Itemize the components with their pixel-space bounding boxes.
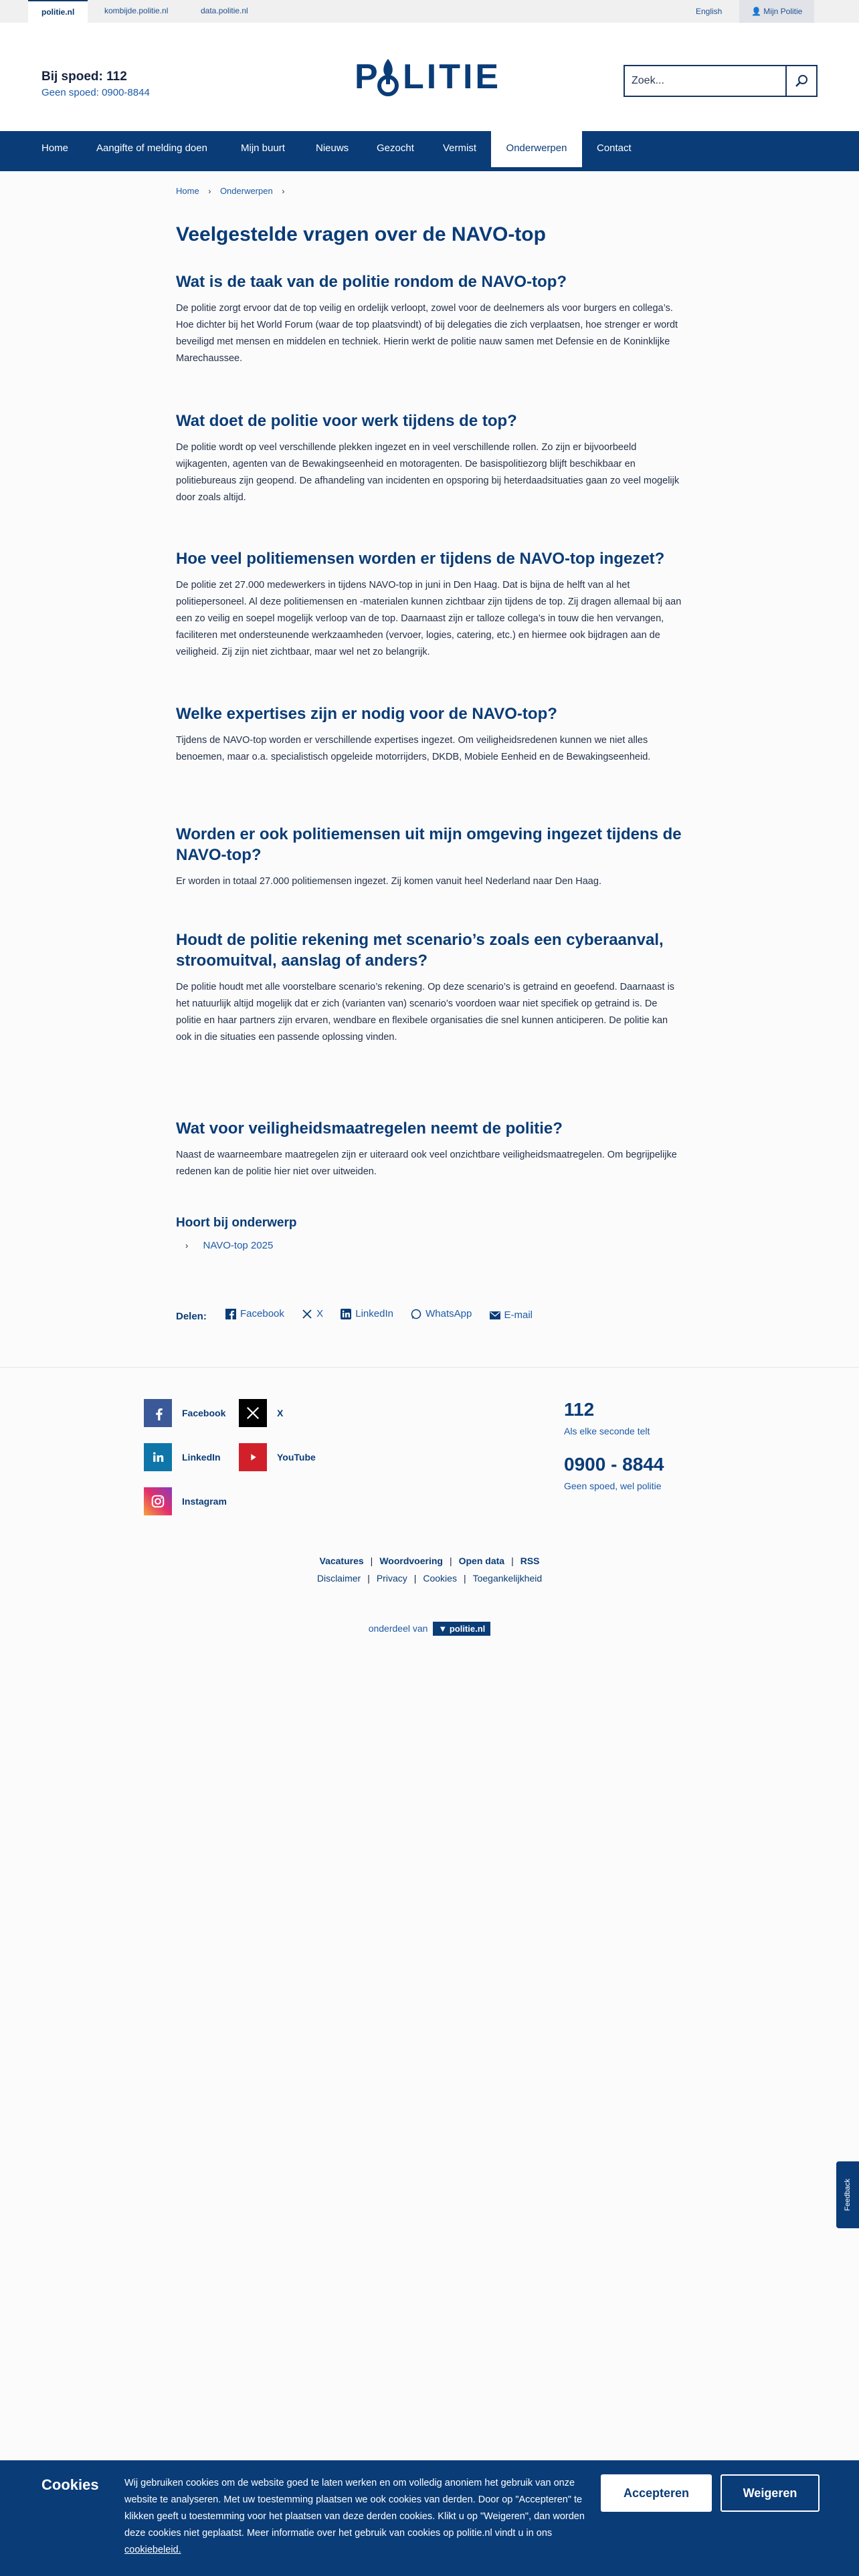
- facebook-icon: [225, 1309, 236, 1319]
- x-icon: [302, 1309, 312, 1319]
- nav-home[interactable]: Home: [41, 142, 69, 154]
- svg-text:P: P: [355, 58, 382, 96]
- faq-answer: De politie wordt op veel verschillende plekken ingezet en in veel verschillende rollen. Zo zijn er bijvoorbeeld wijkagenten, agenten van de Bewakingseenheid en motoragenten. De basispolitiezorg blijft beschikbaar en politiebureaus zijn geopend. De afhandeling van incidenten en opsporing bij heterdaadsituaties gaan zo veel mogelijk door zoals altijd.: [176, 442, 680, 503]
- footer-link-open-data[interactable]: Open data: [458, 1555, 505, 1566]
- chevron-right-icon: ›: [185, 1241, 189, 1251]
- accept-cookies-button[interactable]: Accepteren: [601, 2474, 712, 2512]
- related-title: Hoort bij onderwerp: [176, 1216, 297, 1230]
- email-icon: [490, 1311, 500, 1319]
- footer-link-privacy[interactable]: Privacy: [376, 1573, 407, 1584]
- footer-link-rss[interactable]: RSS: [520, 1555, 540, 1566]
- site-header: [0, 23, 859, 131]
- page-title: Veelgestelde vragen over de NAVO-top: [176, 223, 546, 245]
- faq-answer: De politie zorgt ervoor dat de top veilig en ordelijk verloopt, zowel voor de deelnemers als voor burgers en collega’s. Hoe dichter bij het World Forum (waar de top plaatsvindt) of bij delegaties die zich verplaatsen, hoe strenger er wordt beveiligd met mensen en middelen en techniek. Hierin werkt de politie nauw samen met Defensie en de Koninklijke Marechaussee.: [176, 303, 678, 364]
- footer-x[interactable]: X: [239, 1399, 283, 1427]
- mijn-politie-label: Mijn Politie: [763, 7, 803, 16]
- politie-nl-badge[interactable]: ▼ politie.nl: [433, 1622, 490, 1636]
- nav-contact[interactable]: Contact: [597, 142, 632, 154]
- faq-item: [176, 548, 684, 661]
- nav-nieuws[interactable]: Nieuws: [316, 142, 349, 154]
- faq-question: Worden er ook politiemensen uit mijn omgeving ingezet tijdens de NAVO-top?: [176, 825, 682, 864]
- onderdeel-van: [0, 1622, 859, 1636]
- breadcrumb-home[interactable]: Home: [176, 186, 199, 196]
- mijn-politie-link[interactable]: [739, 0, 814, 23]
- non-emergency-number[interactable]: Geen spoed: 0900-8844: [41, 87, 150, 98]
- faq-item: [176, 411, 684, 506]
- faq-question: Wat is de taak van de politie rondom de NAVO-top?: [176, 273, 567, 291]
- instagram-icon: [144, 1487, 172, 1515]
- chevron-right-icon: ›: [208, 187, 211, 196]
- whatsapp-icon: [411, 1309, 421, 1319]
- share-label: Delen:: [176, 1311, 207, 1322]
- faq-item: [176, 824, 684, 890]
- share-bar: [176, 1304, 547, 1324]
- footer-non-emergency: [564, 1454, 664, 1491]
- cookie-text: Wij gebruiken cookies om de website goed te laten werken en om volledig anoniem het gebruik van onze website te analyseren. Met uw toestemming plaatsen we ook cookies van derden. Door op "Accepteren" te klikken geeft u toestemming voor het plaatsen van deze derden cookies. Klikt u op "Weigeren", dan worden deze cookies niet geplaatst. Meer informatie over het gebruik van cookies op politie.nl vindt u in ons cookiebeleid.: [124, 2478, 585, 2555]
- faq-item: [176, 704, 684, 766]
- share-email[interactable]: E-mail: [490, 1305, 533, 1325]
- faq-answer: Tijdens de NAVO-top worden er verschillende expertises ingezet. Om veiligheidsredenen kunnen we niet alles benoemen, maar o.a. specialistisch opgeleide motorrijders, DKDB, Mobiele Eenheid en de Bewakingseenheid.: [176, 735, 651, 762]
- emergency-info: [41, 70, 150, 98]
- cookie-title: Cookies: [41, 2476, 99, 2493]
- politie-logo[interactable]: [355, 49, 505, 103]
- footer-link-woordvoering[interactable]: Woordvoering: [379, 1555, 443, 1566]
- top-utility-bar: [0, 0, 859, 23]
- search-box: [624, 65, 818, 97]
- nav-onderwerpen[interactable]: Onderwerpen: [491, 131, 582, 171]
- non-emergency-subtitle: Geen spoed, wel politie: [564, 1481, 662, 1491]
- share-x[interactable]: X: [302, 1304, 323, 1324]
- facebook-icon: [144, 1399, 172, 1427]
- search-input[interactable]: Zoek...: [632, 75, 664, 86]
- tab-data[interactable]: data.politie.nl: [201, 6, 248, 15]
- onderdeel-label: onderdeel van: [368, 1623, 428, 1634]
- nav-aangifte[interactable]: Aangifte of melding doen: [96, 142, 207, 154]
- linkedin-icon: [144, 1443, 172, 1471]
- share-facebook[interactable]: Facebook: [225, 1304, 284, 1324]
- feedback-tab[interactable]: [836, 2161, 859, 2228]
- faq-question: Hoe veel politiemensen worden er tijdens de NAVO-top ingezet?: [176, 550, 665, 568]
- main-navigation: [0, 131, 859, 171]
- linkedin-icon: [341, 1309, 351, 1319]
- footer-primary-links: Vacatures | Woordvoering | Open data | RSS: [319, 1555, 540, 1566]
- chevron-right-icon: ›: [282, 187, 285, 196]
- tab-kombijde[interactable]: kombijde.politie.nl: [104, 6, 169, 15]
- share-linkedin[interactable]: LinkedIn: [341, 1304, 393, 1324]
- nav-vermist[interactable]: Vermist: [443, 142, 477, 154]
- emergency-number[interactable]: 112: [564, 1399, 595, 1420]
- reject-cookies-button[interactable]: Weigeren: [721, 2474, 820, 2512]
- faq-answer: De politie houdt met alle voorstelbare scenario’s rekening. Op deze scenario’s is getraind en geoefend. Daarnaast is het natuurlijk altijd mogelijk dat er zich (varianten van) scenario’s voordoen waar niet specifiek op getraind is. De politie en haar partners zijn ervaren, wendbare en flexibele organisaties die snel kunnen anticiperen. De politie kan ook in die situaties een passende oplossing vinden.: [176, 982, 675, 1043]
- related-link[interactable]: [185, 1240, 684, 1251]
- footer-secondary-links: Disclaimer | Privacy | Cookies | Toegankelijkheid: [316, 1573, 543, 1584]
- related-link-label: NAVO-top 2025: [203, 1240, 274, 1251]
- nav-gezocht[interactable]: Gezocht: [377, 142, 414, 154]
- faq-item: [176, 930, 684, 1046]
- user-icon: 👤: [751, 7, 761, 16]
- faq-answer: De politie zet 27.000 medewerkers in tijdens NAVO-top in juni in Den Haag. Dat is bijna de helft van al het politiepersoneel. Al deze politiemensen en -materialen kunnen zichtbaar zijn tijdens de top. Zij dragen allemaal bij aan een zo veilig en soepel mogelijk verloop van de top. Daarnaast zijn er talloze collega’s in touw die hen vervangen, faciliteren met ondersteunende werkzaamheden (vervoer, logies, catering, etc.) en hiermee ook bijdragen aan de veiligheid. Zij zijn niet zichtbaar, maar wel net zo belangrijk.: [176, 580, 682, 657]
- faq-question: Houdt de politie rekening met scenario’s zoals een cyberaanval, stroomuitval, aanslag of anders?: [176, 931, 664, 970]
- footer-linkedin[interactable]: LinkedIn: [144, 1443, 221, 1471]
- footer-link-disclaimer[interactable]: Disclaimer: [316, 1573, 361, 1584]
- footer-facebook[interactable]: Facebook: [144, 1399, 225, 1427]
- breadcrumb: [176, 186, 291, 196]
- search-button[interactable]: [785, 66, 816, 96]
- tab-politie-nl[interactable]: politie.nl: [28, 0, 88, 23]
- youtube-icon: [239, 1443, 267, 1471]
- faq-item: [176, 1118, 684, 1180]
- related-topic: [176, 1216, 684, 1251]
- nav-mijn-buurt[interactable]: Mijn buurt: [241, 142, 285, 154]
- faq-answer: Er worden in totaal 27.000 politiemensen ingezet. Zij komen vanuit heel Nederland naar Den Haag.: [176, 876, 601, 887]
- footer-divider: [0, 1367, 859, 1368]
- feedback-label: Feedback: [844, 2178, 852, 2212]
- search-icon: [795, 74, 808, 88]
- cookie-policy-link[interactable]: cookiebeleid.: [124, 2545, 181, 2555]
- footer-link-toegankelijkheid[interactable]: Toegankelijkheid: [472, 1573, 543, 1584]
- x-icon: [239, 1399, 267, 1427]
- footer-link-cookies[interactable]: Cookies: [423, 1573, 457, 1584]
- english-link[interactable]: English: [696, 7, 723, 16]
- cookie-banner: [0, 2460, 859, 2576]
- svg-text:LITIE: LITIE: [403, 58, 502, 96]
- breadcrumb-onderwerpen[interactable]: Onderwerpen: [219, 186, 273, 196]
- share-whatsapp[interactable]: WhatsApp: [411, 1304, 472, 1324]
- footer-youtube[interactable]: YouTube: [239, 1443, 316, 1471]
- footer-link-vacatures[interactable]: Vacatures: [319, 1555, 364, 1566]
- faq-question: Wat doet de politie voor werk tijdens de top?: [176, 412, 517, 430]
- non-emergency-number[interactable]: 0900 - 8844: [564, 1454, 664, 1475]
- footer-instagram[interactable]: Instagram: [144, 1487, 227, 1515]
- faq-question: Wat voor veiligheidsmaatregelen neemt de politie?: [176, 1119, 563, 1138]
- faq-item: [176, 272, 684, 367]
- emergency-subtitle: Als elke seconde telt: [564, 1426, 650, 1436]
- emergency-number: Bij spoed: 112: [41, 70, 127, 84]
- footer-emergency: [564, 1399, 650, 1436]
- faq-answer: Naast de waarneembare maatregelen zijn er uiteraard ook veel onzichtbare veiligheidsmaatregelen. Om begrijpelijke redenen kan de politie hier niet over uitweiden.: [176, 1150, 677, 1177]
- faq-question: Welke expertises zijn er nodig voor de NAVO-top?: [176, 705, 557, 723]
